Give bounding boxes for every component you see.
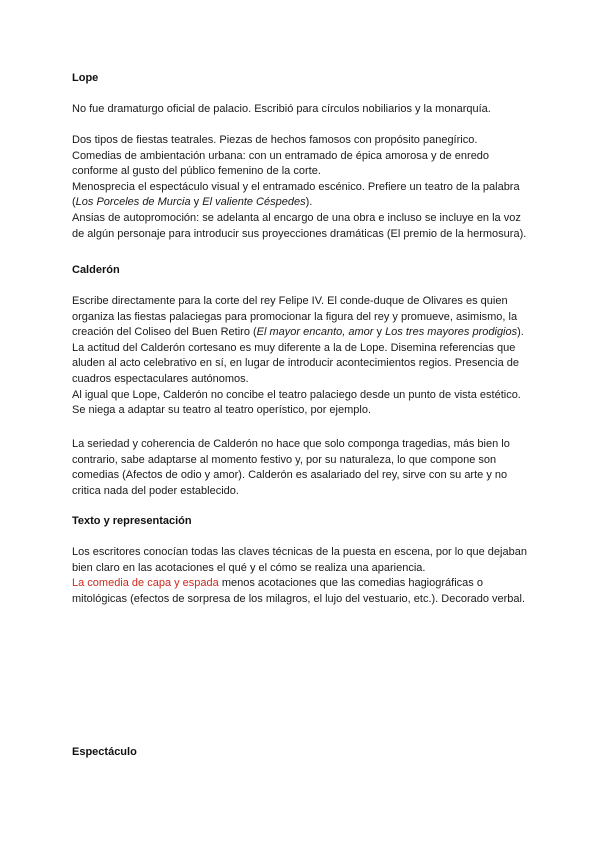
paragraph: La actitud del Calderón cortesano es muy diferente a la de Lope. Disemina referencias que aluden al acto celebrativo en sí, en lugar de introducir acontecimientos regios. Presencia de cuadros espectaculares autónomos. (72, 341, 519, 385)
work-title: El valiente Céspedes (202, 196, 306, 209)
work-title: Los Porceles de Murcia (75, 196, 191, 209)
heading-lope: Lope (72, 72, 99, 84)
work-title: El mayor encanto, amor (256, 326, 374, 339)
paragraph (72, 294, 532, 341)
heading-texto-representacion: Texto y representación (72, 515, 192, 527)
text-run: y (190, 196, 203, 209)
paragraph (72, 180, 532, 211)
lope-details (72, 133, 532, 242)
text-run: menos acotaciones que las comedias hagiográficas o mitológicas (efectos de sorpresa de los milagros, el lujo del vestuario, etc.). Decorado verbal. (72, 577, 526, 605)
paragraph (72, 576, 532, 607)
paragraph: Los escritores conocían todas las claves técnicas de la puesta en escena, por lo que dejaban bien claro en las acotaciones el qué y el cómo se realiza una apariencia. (72, 546, 527, 574)
text-run: ). (305, 196, 313, 209)
text-run: Escribe directamente para la corte del rey Felipe IV. El conde-duque de Olivares es quien organiza las fiestas palaciegas para promocionar la figura del rey y promueve, asimismo, la creación del Coliseo del Buen Retiro ( (72, 295, 518, 339)
text-run: Menosprecia el espectáculo visual y el entramado escénico. Prefiere un teatro de la palabra ( (72, 180, 520, 209)
paragraph: Ansias de autopromoción: se adelanta al encargo de una obra e incluso se incluye en la voz de algún personaje para introducir sus proyecciones dramáticas (El premio de la hermosura). (72, 211, 527, 240)
paragraph: Dos tipos de fiestas teatrales. Piezas de hechos famosos con propósito panegírico. (72, 134, 478, 146)
paragraph: No fue dramaturgo oficial de palacio. Escribió para círculos nobiliarios y la monarquía. (72, 103, 491, 115)
paragraph: La seriedad y coherencia de Calderón no hace que solo componga tragedias, más bien lo contrario, sabe adaptarse al momento festivo y, por su naturaleza, lo que compone son comedias (Afectos de odio y amor). Calderón es asalariado del rey, sirve con su arte y no critica nada del poder establecido. (72, 438, 510, 497)
heading-espectaculo: Espectáculo (72, 746, 137, 758)
lope-intro (72, 102, 532, 118)
paragraph: Al igual que Lope, Calderón no concibe el teatro palaciego desde un punto de vista estético. Se niega a adaptar su teatro al teatro operístico, por ejemplo. (72, 388, 521, 417)
work-title: Los tres mayores prodigios (385, 326, 518, 339)
calderon-details (72, 294, 532, 419)
text-run: ). (517, 326, 524, 339)
paragraph: Comedias de ambientación urbana: con un entramado de épica amorosa y de enredo conforme al gusto del público femenino de la corte. (72, 149, 490, 178)
heading-calderon: Calderón (72, 264, 120, 276)
highlighted-text: La comedia de capa y espada (72, 577, 219, 590)
texto-details (72, 545, 532, 607)
calderon-conclusion (72, 437, 532, 499)
text-run: y (373, 326, 386, 339)
